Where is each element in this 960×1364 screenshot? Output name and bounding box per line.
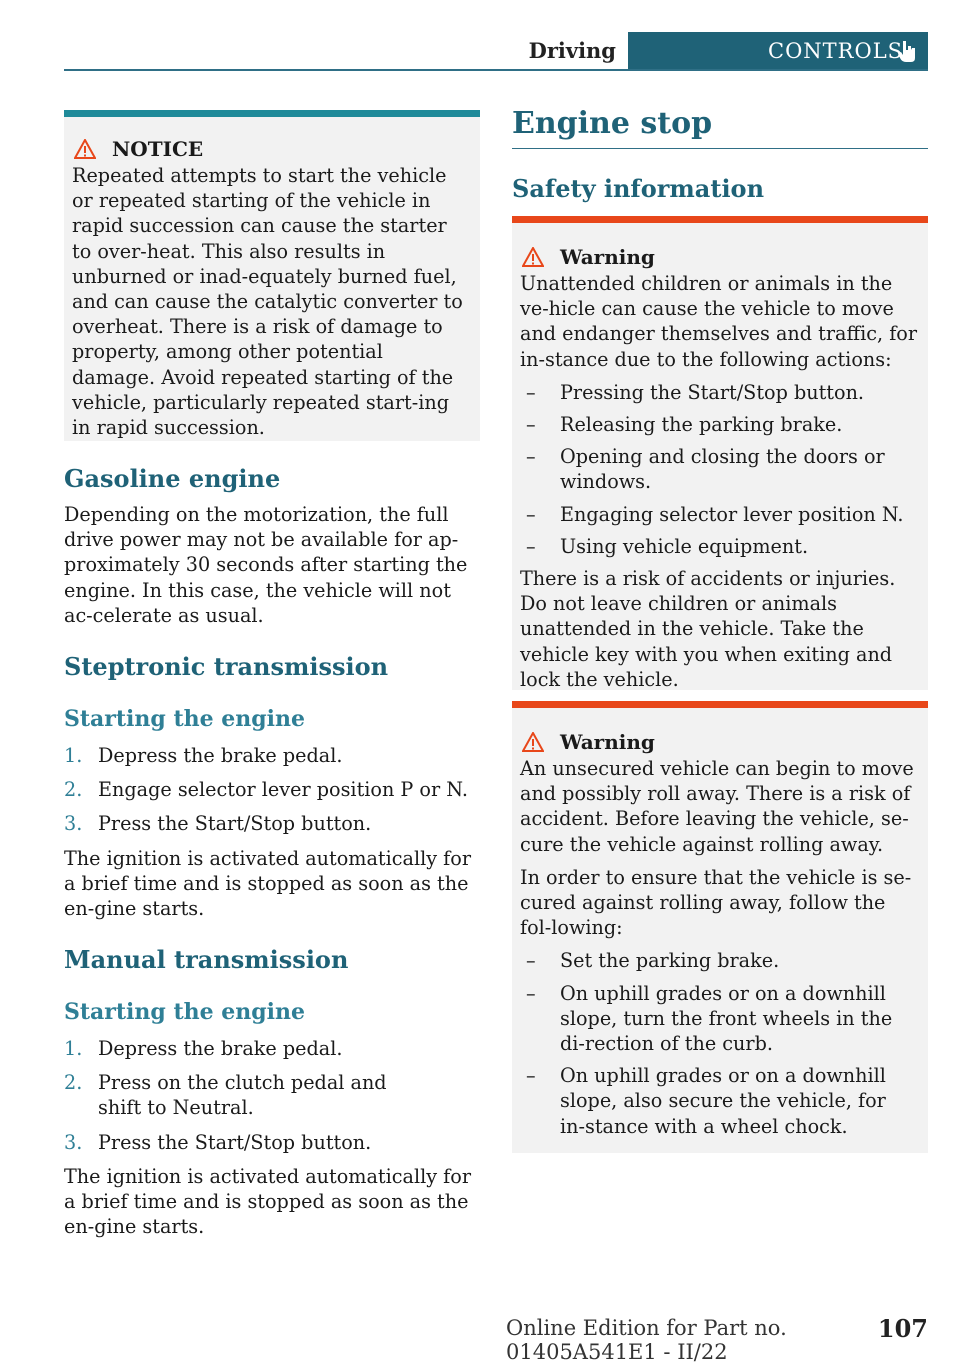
warning-1-title bbox=[520, 245, 920, 269]
heading-manual: Manual transmission bbox=[64, 945, 349, 974]
gasoline-text: Depending on the motorization, the full drive power may not be available for ap‐proximately 30 seconds after starting the engine. In this case, the vehicle will not ac‐celerate as usual. bbox=[64, 503, 468, 627]
footer-edition: Online Edition for Part no. 01405A541E1 - II/22 bbox=[506, 1316, 787, 1364]
warning-2-title-text: Warning bbox=[560, 730, 655, 754]
warning-2-intro2: In order to ensure that the vehicle is se‐cured against rolling away, follow the fol‐lowing: bbox=[520, 865, 912, 940]
notice-title-text: NOTICE bbox=[112, 137, 204, 161]
warning-box-2 bbox=[512, 701, 928, 1153]
heading-safety-information: Safety information bbox=[512, 174, 765, 203]
header-section: Driving bbox=[528, 38, 616, 63]
list-item: 1. Depress the brake pedal. bbox=[64, 1037, 343, 1060]
warning-2-list bbox=[520, 948, 920, 1138]
notice-title bbox=[72, 137, 472, 161]
warning-triangle-icon bbox=[522, 732, 544, 752]
list-item: 2. Engage selector lever position P or N. bbox=[64, 778, 468, 802]
page-number: 107 bbox=[877, 1314, 928, 1343]
list-item: – Releasing the parking brake. bbox=[526, 413, 843, 437]
heading-gasoline: Gasoline engine bbox=[64, 464, 281, 493]
steptronic-after: The ignition is activated automatically for a brief time and is stopped as soon as the en‐gine starts. bbox=[64, 846, 471, 921]
warning-2-intro: An unsecured vehicle can begin to move and possibly roll away. There is a risk of accident. Before leaving the vehicle, se‐cure the vehicle against rolling away. bbox=[520, 757, 914, 856]
list-item: – Set the parking brake. bbox=[526, 949, 780, 973]
warning-2-title bbox=[520, 730, 920, 754]
list-item: – On uphill grades or on a downhill slope, turn the front wheels in the di‐rection of the curb. bbox=[526, 981, 893, 1056]
manual-steps bbox=[64, 1036, 480, 1155]
manual-after: The ignition is activated automatically for a brief time and is stopped as soon as the en‐gine starts. bbox=[64, 1164, 471, 1239]
warning-1-intro: Unattended children or animals in the ve‐hicle can cause the vehicle to move and endanger themselves and traffic, for in‐stance due to the following actions: bbox=[520, 272, 918, 371]
list-item: – Pressing the Start/Stop button. bbox=[526, 380, 865, 404]
list-item: – On uphill grades or on a downhill slope, also secure the vehicle, for in‐stance with a wheel chock. bbox=[526, 1064, 886, 1138]
warning-triangle-icon bbox=[522, 247, 544, 267]
header-chapter bbox=[628, 32, 928, 70]
warning-1-outro: There is a risk of accidents or injuries. Do not leave children or animals unattended in the vehicle. Take the vehicle key with you when exiting and lock the vehicle. bbox=[520, 567, 896, 691]
header-rule bbox=[64, 69, 928, 71]
list-item: – Opening and closing the doors or windows. bbox=[526, 445, 885, 494]
hand-pointer-icon bbox=[894, 38, 920, 64]
list-item: 1. Depress the brake pedal. bbox=[64, 744, 343, 767]
list-item: 3. Press the Start/Stop button. bbox=[64, 812, 372, 836]
warning-1-list bbox=[520, 380, 920, 559]
list-item: 2. Press on the clutch pedal and shift to Neutral. bbox=[64, 1071, 387, 1120]
header-chapter-label: CONTROLS bbox=[768, 39, 904, 63]
list-item: – Using vehicle equipment. bbox=[526, 534, 809, 558]
list-item: – Engaging selector lever position N. bbox=[526, 502, 904, 526]
heading-rule bbox=[512, 148, 928, 149]
subheading-steptronic-start: Starting the engine bbox=[64, 706, 305, 732]
list-item: 3. Press the Start/Stop button. bbox=[64, 1130, 372, 1154]
warning-box-1 bbox=[512, 216, 928, 690]
notice-box bbox=[64, 110, 480, 441]
warning-triangle-icon bbox=[74, 139, 96, 159]
notice-text: Repeated attempts to start the vehicle or repeated starting of the vehicle in rapid succession can cause the starter to over‐heat. This also results in unburned or inad‐equately burned fuel, and can cause the catalytic converter to overheat. There is a risk of damage to property, among other potential damage. Avoid repeated starting of the vehicle, particularly repeated start‐ing in rapid succession. bbox=[72, 164, 463, 440]
heading-engine-stop: Engine stop bbox=[512, 106, 713, 141]
warning-1-title-text: Warning bbox=[560, 245, 655, 269]
steptronic-steps bbox=[64, 743, 480, 837]
heading-steptronic: Steptronic transmission bbox=[64, 652, 389, 681]
subheading-manual-start: Starting the engine bbox=[64, 999, 305, 1025]
